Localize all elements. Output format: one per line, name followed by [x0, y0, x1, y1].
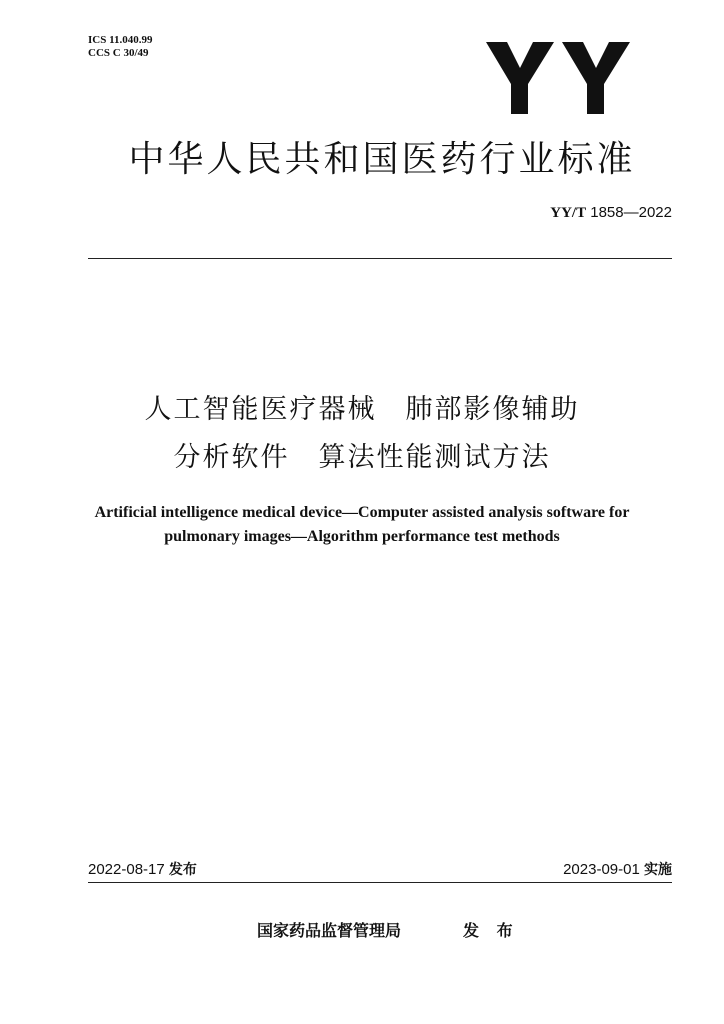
- issue-date-value: 2022-08-17: [88, 861, 165, 878]
- standard-number-value: 1858—2022: [590, 204, 672, 221]
- header-divider: [88, 258, 672, 259]
- implementation-date-value: 2023-09-01: [563, 861, 640, 878]
- issue-label: 发布: [168, 862, 197, 878]
- issue-date: [88, 861, 197, 879]
- ics-code: ICS 11.040.99: [88, 34, 153, 46]
- ccs-code: CCS C 30/49: [88, 47, 149, 59]
- yy-logo: [484, 42, 634, 114]
- chinese-title-line-2: 分析软件 算法性能测试方法: [173, 442, 551, 473]
- standard-prefix: YY/T: [550, 205, 587, 221]
- publisher-name: 国家药品监督管理局: [257, 921, 402, 940]
- english-title-line-1: Artificial intelligence medical device—Computer assisted analysis software for: [94, 504, 630, 521]
- implementation-date: [563, 861, 672, 879]
- publish-label: 发 布: [463, 921, 519, 940]
- footer-divider: [88, 882, 672, 883]
- standard-number: [550, 204, 672, 222]
- english-title-line-2: pulmonary images—Algorithm performance test methods: [164, 528, 560, 545]
- issuing-standard-category: 中华人民共和国医药行业标准: [128, 139, 636, 180]
- chinese-title-line-1: 人工智能医疗器械 肺部影像辅助: [144, 394, 580, 425]
- implementation-label: 实施: [644, 862, 672, 878]
